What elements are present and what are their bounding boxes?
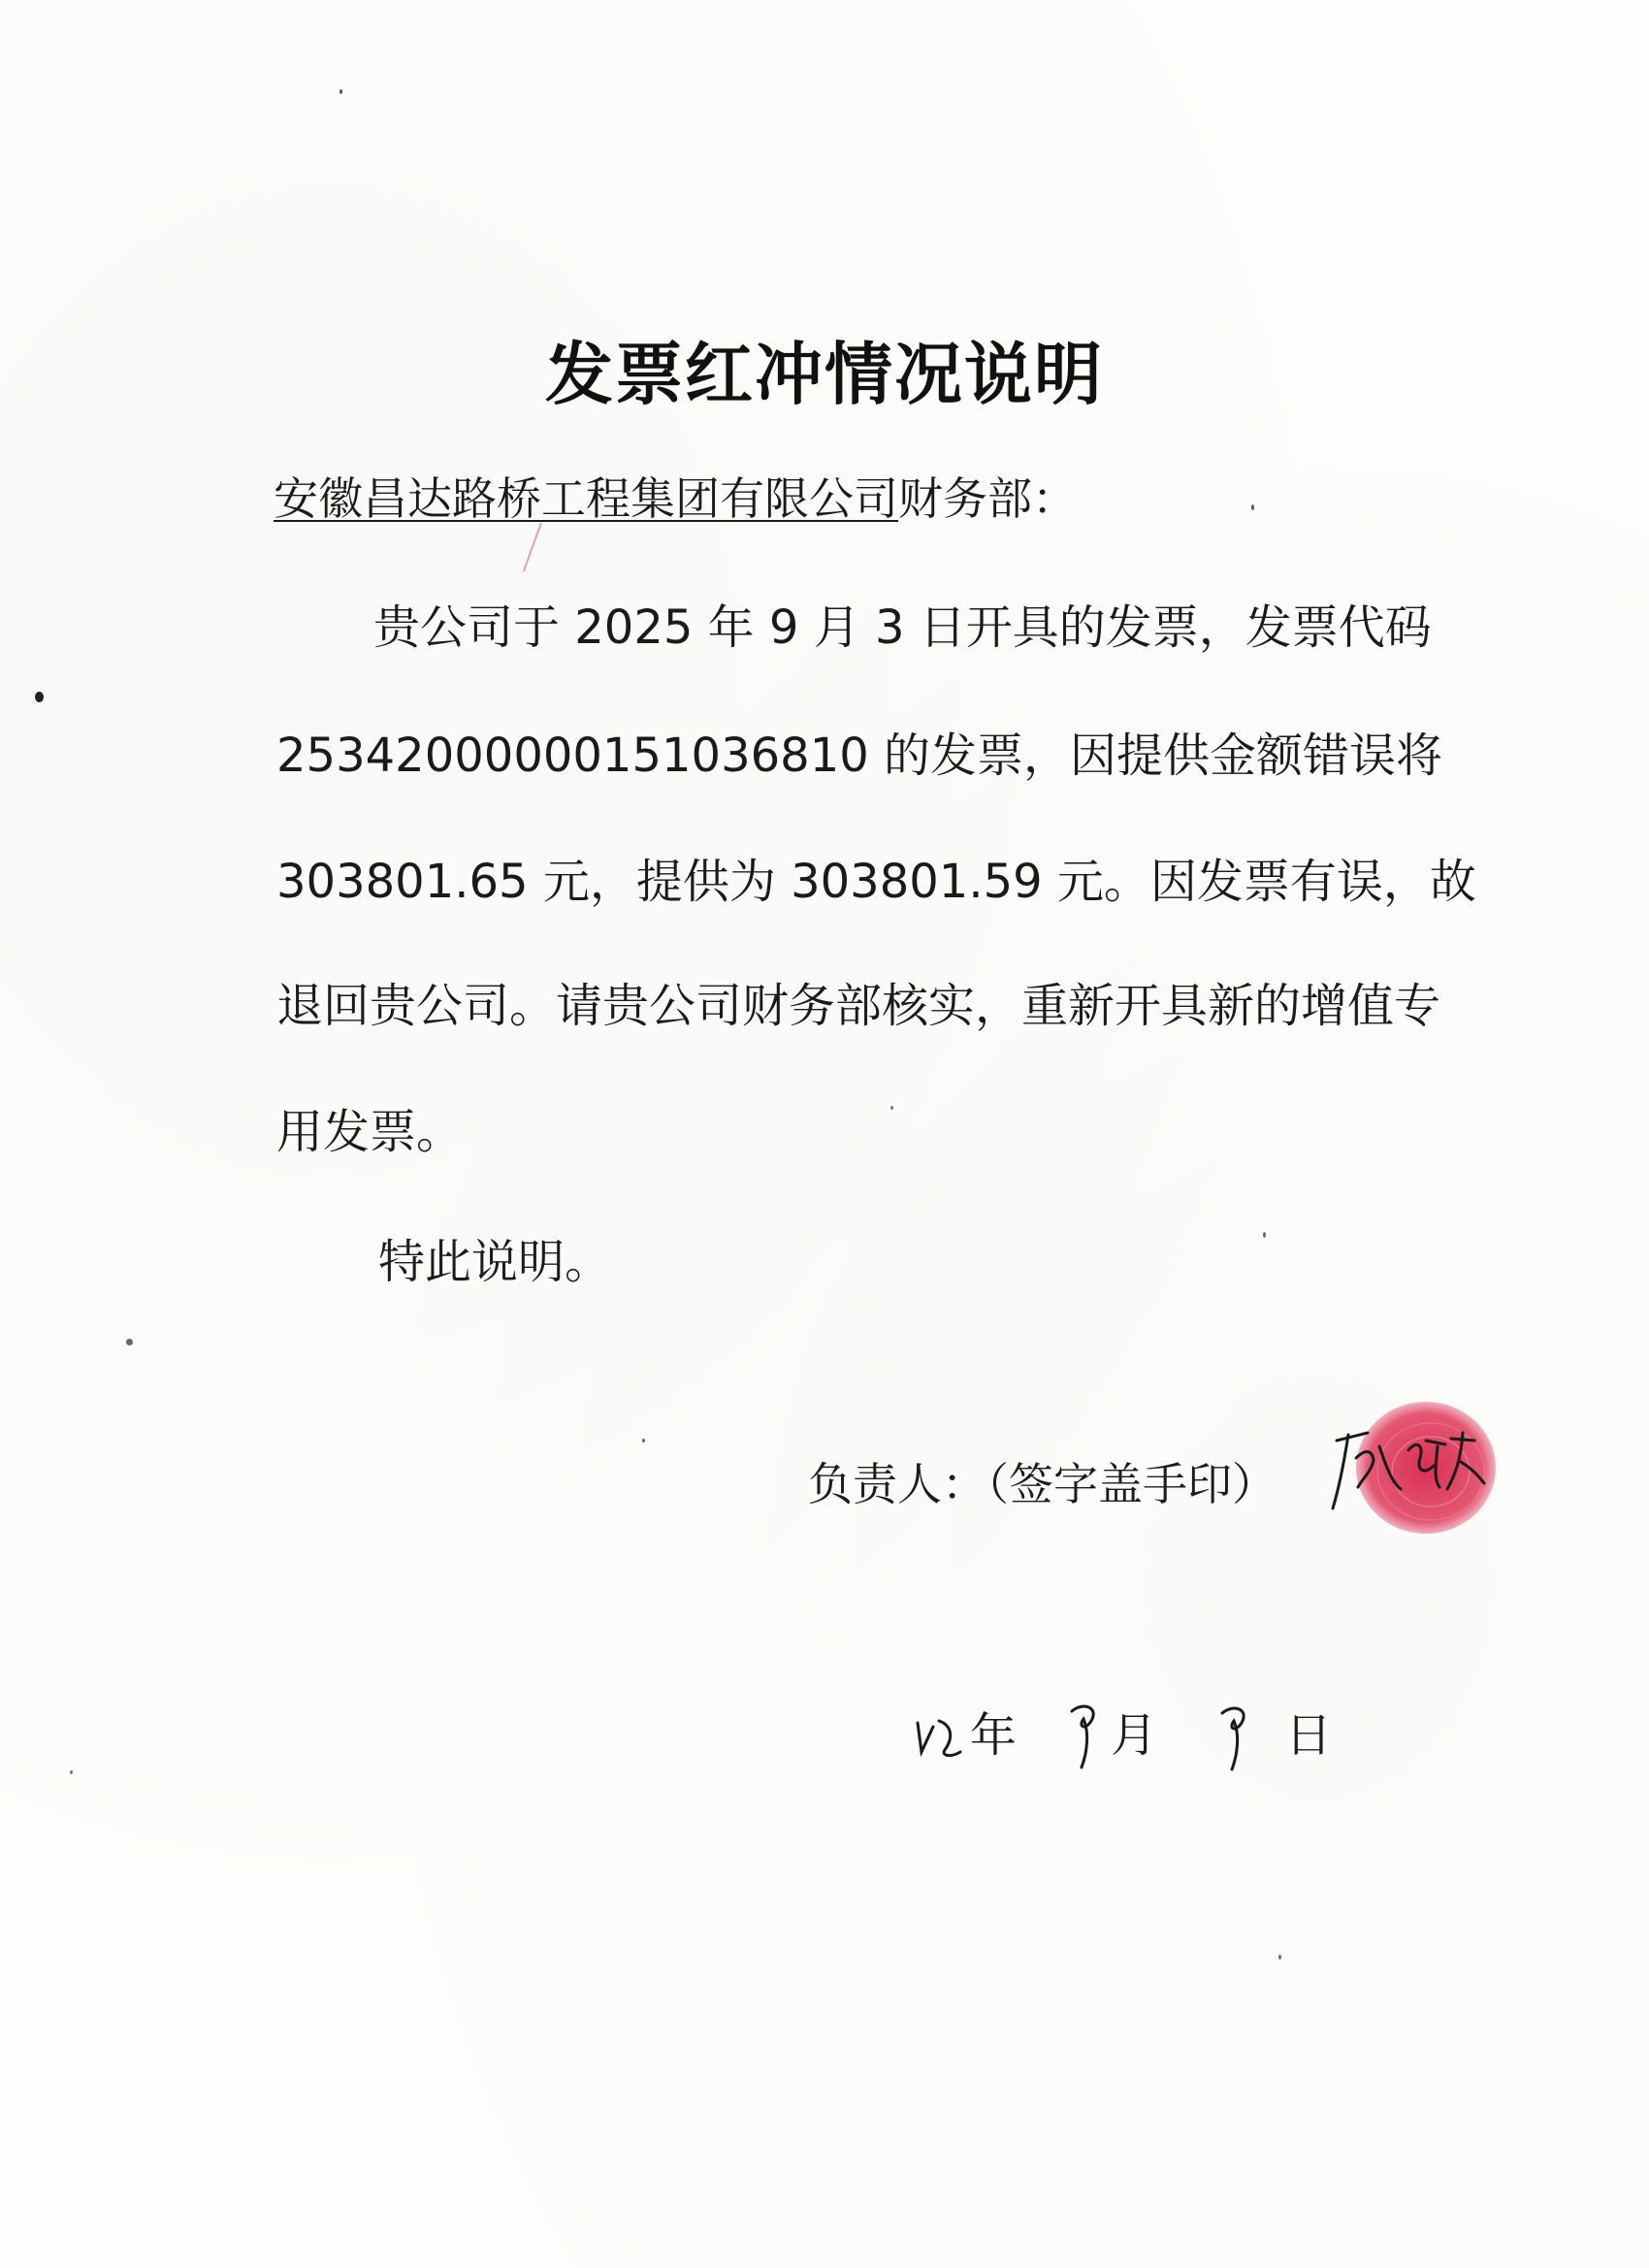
date-row bbox=[0, 1698, 1649, 1785]
red-pen-mark bbox=[504, 519, 563, 577]
signer-label: 负责人：（签字盖手印） bbox=[808, 1458, 1277, 1510]
scan-speck bbox=[340, 89, 342, 94]
document-title: 发票红冲情况说明 bbox=[545, 335, 1104, 414]
scan-speck bbox=[126, 1339, 133, 1345]
handwritten-day bbox=[1212, 1700, 1261, 1777]
date-day-label: 日 bbox=[1285, 1708, 1333, 1763]
scan-speck bbox=[642, 1439, 645, 1442]
handwritten-year bbox=[912, 1703, 970, 1762]
body-line-4: 退回贵公司。请贵公司财务部核实，重新开具新的增值专 bbox=[276, 979, 1441, 1033]
closing-statement: 特此说明。 bbox=[378, 1235, 612, 1289]
body-line-1: 贵公司于 2025 年 9 月 3 日开具的发票，发票代码 bbox=[373, 600, 1432, 655]
body-line-2: 25342000000151036810 的发票，因提供金额错误将 bbox=[276, 729, 1443, 783]
addressee-department: 财务部： bbox=[898, 472, 1077, 525]
body-line-3: 303801.65 元，提供为 303801.59 元。因发票有误，故 bbox=[276, 855, 1476, 909]
handwritten-month bbox=[1062, 1698, 1111, 1775]
addressee-company: 安徽昌达路桥工程集团有限公司 bbox=[274, 472, 898, 525]
scan-speck bbox=[35, 692, 44, 702]
date-year-label: 年 bbox=[970, 1708, 1018, 1763]
scan-speck bbox=[1263, 1232, 1266, 1238]
handwritten-signature bbox=[1329, 1411, 1494, 1518]
body-line-5: 用发票。 bbox=[276, 1105, 464, 1159]
addressee-line bbox=[274, 464, 1077, 528]
scan-speck bbox=[1278, 1955, 1281, 1960]
scan-speck bbox=[890, 1106, 893, 1110]
scan-speck bbox=[1251, 504, 1254, 510]
date-month-label: 月 bbox=[1111, 1708, 1158, 1763]
